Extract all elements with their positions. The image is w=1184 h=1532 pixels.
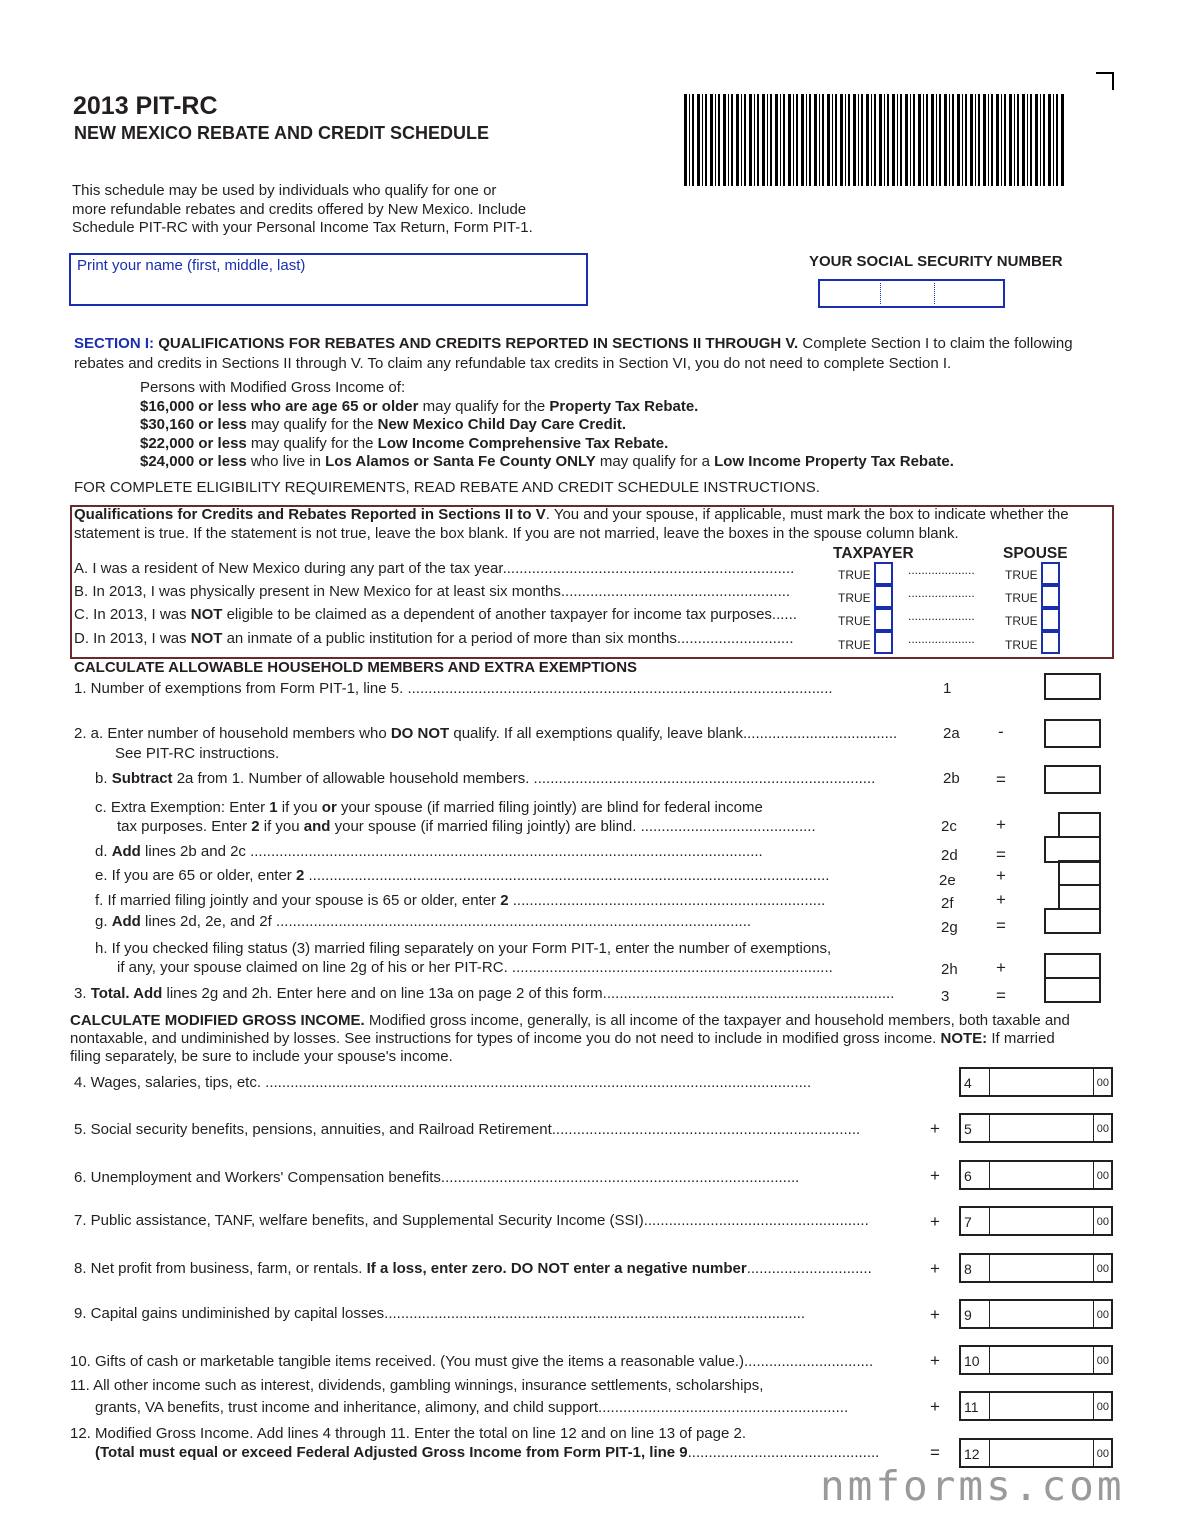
line-2g-label: g. Add lines 2d, 2e, and 2f .................................................................................................................. [95,913,752,930]
line-9-op: + [930,1305,940,1324]
line-12-label-1: 12. Modified Gross Income. Add lines 4 through 11. Enter the total on line 12 and on line 13 of page 2. [70,1425,747,1442]
taxpayer-true-label-a: TRUE [838,568,871,582]
line-2g-ref: 2g [941,919,958,936]
line-8-amount[interactable]: 8 00 [959,1253,1113,1283]
line-2c-input[interactable] [1058,812,1101,838]
spouse-dots-a: .................... [908,563,975,577]
spouse-true-label-c: TRUE [1005,614,1038,628]
line-2d-op: = [996,845,1006,864]
line-2h-ref: 2h [941,961,958,978]
line-2b-op: = [996,770,1006,789]
line-2g-op: = [996,916,1006,935]
line-7-label: 7. Public assistance, TANF, welfare benefits, and Supplemental Security Income (SSI)...................................................... [74,1212,869,1229]
line-2f-label: f. If married filing jointly and your spouse is 65 or older, enter 2 ........................................................................... [95,892,826,909]
line-3-input[interactable] [1044,977,1101,1003]
line-6-label: 6. Unemployment and Workers' Compensation benefits...................................................................................... [74,1169,800,1186]
line-2f-input[interactable] [1058,884,1101,910]
eligibility-list: Persons with Modified Gross Income of: $16,000 or less who are age 65 or older may qualify for the Property Tax Rebate. $30,160 or less may qualify for the New Mexico Child Day Care Credit. $22,000 or less may qualify for the Low Income Comprehensive Tax Rebate. $24,000 or less who live in Los Alamos or Santa Fe County ONLY may qualify for a Low Income Property Tax Rebate. [140,379,954,470]
name-field[interactable] [69,253,588,306]
line-9-label: 9. Capital gains undiminished by capital losses..................................................................................................... [74,1305,806,1322]
intro-text: This schedule may be used by individuals who qualify for one or more refundable rebates and credits offered by New Mexico. Include Schedule PIT-RC with your Personal Income Tax Return, Form PIT-1. [72,182,533,236]
taxpayer-true-label-b: TRUE [838,591,871,605]
line-11-label-2: grants, VA benefits, trust income and inheritance, alimony, and child support............................................................ [95,1399,849,1416]
spouse-dots-d: .................... [908,632,975,646]
line-2h-label-1: h. If you checked filing status (3) married filing separately on your Form PIT-1, enter the number of exemptions, [95,940,832,957]
line-2f-ref: 2f [941,895,954,912]
ssn-label: YOUR SOCIAL SECURITY NUMBER [809,253,1063,270]
line-3-op: = [996,986,1006,1005]
line-2e-label: e. If you are 65 or older, enter 2 ............................................................................................................................. [95,867,830,884]
qualification-row-c: C. In 2013, I was NOT eligible to be claimed as a dependent of another taxpayer for income tax purposes...... [74,606,797,623]
line-7-amount[interactable]: 7 00 [959,1206,1113,1236]
line-2e-op: + [996,866,1006,885]
line-11-op: + [930,1397,940,1416]
spouse-checkbox-b[interactable] [1041,585,1060,608]
taxpayer-checkbox-b[interactable] [874,585,893,608]
line-2g-input[interactable] [1044,908,1101,934]
form-subtitle: NEW MEXICO REBATE AND CREDIT SCHEDULE [74,123,490,143]
line-5-amount[interactable]: 5 00 [959,1113,1113,1143]
line-5-label: 5. Social security benefits, pensions, annuities, and Railroad Retirement.......................................................................... [74,1121,861,1138]
line-3-label: 3. Total. Add lines 2g and 2h. Enter here and on line 13a on page 2 of this form...................................................................... [74,985,895,1002]
household-heading: CALCULATE ALLOWABLE HOUSEHOLD MEMBERS AND EXTRA EXEMPTIONS [74,659,638,676]
line-2c-label-2: tax purposes. Enter 2 if you and your spouse (if married filing jointly) are blind. .......................................... [117,818,816,835]
line-2a-ref: 2a [943,725,960,742]
line-1-label: 1. Number of exemptions from Form PIT-1, line 5. ...................................................................................................... [74,680,833,697]
taxpayer-checkbox-a[interactable] [874,562,893,585]
line-2a-input[interactable] [1044,719,1101,748]
line-2a-op: - [998,722,1004,741]
taxpayer-true-label-c: TRUE [838,614,871,628]
line-10-label: 10. Gifts of cash or marketable tangible items received. (You must give the items a reasonable value.)............................... [70,1353,874,1370]
line-2a-label: 2. a. Enter number of household members who DO NOT qualify. If all exemptions qualify, leave blank..................................... [74,725,898,742]
line-8-op: + [930,1259,940,1278]
line-2h-label-2: if any, your spouse claimed on line 2g of his or her PIT-RC. ............................................................................. [117,959,833,976]
spouse-true-label-a: TRUE [1005,568,1038,582]
ssn-field[interactable] [818,279,1005,308]
line-9-amount[interactable]: 9 00 [959,1299,1113,1329]
line-7-op: + [930,1212,940,1231]
line-10-op: + [930,1351,940,1370]
taxpayer-column-header: TAXPAYER [833,545,914,562]
qualification-row-b: B. In 2013, I was physically present in New Mexico for at least six months....................................................... [74,583,791,600]
spouse-checkbox-c[interactable] [1041,608,1060,631]
section1-header: SECTION I: QUALIFICATIONS FOR REBATES AND CREDITS REPORTED IN SECTIONS II THROUGH V. Complete Section I to claim the following rebates and credits in Sections II through V. To claim any refundable tax credits in Section VI, you do not need to complete Section I. [74,335,1073,372]
taxpayer-checkbox-c[interactable] [874,608,893,631]
line-2b-ref: 2b [943,770,960,787]
line-2c-ref: 2c [941,818,957,835]
line-2e-ref: 2e [939,872,956,889]
line-6-amount[interactable]: 6 00 [959,1160,1113,1190]
line-6-op: + [930,1166,940,1185]
line-1-input[interactable] [1044,673,1101,700]
barcode [684,94,1064,186]
name-field-label: Print your name (first, middle, last) [77,257,306,274]
line-2h-op: + [996,958,1006,977]
corner-mark [1096,72,1114,90]
spouse-dots-c: .................... [908,609,975,623]
line-2e-input[interactable] [1058,860,1101,886]
line-11-label-1: 11. All other income such as interest, dividends, gambling winnings, insurance settlements, scholarships, [70,1377,764,1394]
line-4-amount[interactable]: 4 00 [959,1067,1113,1097]
line-2b-input[interactable] [1044,765,1101,794]
taxpayer-true-label-d: TRUE [838,638,871,652]
taxpayer-checkbox-d[interactable] [874,631,893,654]
line-12-amount[interactable]: 12 00 [959,1438,1113,1468]
form-title: 2013 PIT-RC [73,92,218,120]
line-2a-sub: See PIT-RC instructions. [115,745,280,762]
spouse-column-header: SPOUSE [1003,545,1068,562]
eligibility-note: FOR COMPLETE ELIGIBILITY REQUIREMENTS, READ REBATE AND CREDIT SCHEDULE INSTRUCTIONS. [74,479,820,496]
qualification-row-a: A. I was a resident of New Mexico during any part of the tax year...................................................................... [74,560,795,577]
line-2h-input[interactable] [1044,953,1101,979]
line-4-label: 4. Wages, salaries, tips, etc. ................................................................................................................................... [74,1074,812,1091]
line-8-label: 8. Net profit from business, farm, or rentals. If a loss, enter zero. DO NOT enter a negative number.............................. [74,1260,872,1277]
line-2b-label: b. Subtract 2a from 1. Number of allowable household members. .................................................................................. [95,770,876,787]
line-2f-op: + [996,890,1006,909]
mgi-heading: CALCULATE MODIFIED GROSS INCOME. Modified gross income, generally, is all income of the taxpayer and household members, both taxable and nontaxable, and undiminished by losses. See instructions for types of income you do not need to include in modified gross income. NOTE: If married filing separately, be sure to include your spouse's income. [70,1012,1070,1065]
line-1-ref: 1 [943,680,952,697]
qualifications-text: Qualifications for Credits and Rebates Reported in Sections II to V. You and your spouse, if applicable, must mark the box to indicate whether the statement is true. If the statement is not true, leave the box blank. If you are not married, leave the boxes in the spouse column blank. [74,506,1069,542]
line-10-amount[interactable]: 10 00 [959,1345,1113,1375]
line-2d-input[interactable] [1044,836,1101,863]
line-2d-label: d. Add lines 2b and 2c ........................................................................................................................... [95,843,763,860]
line-3-ref: 3 [941,988,950,1005]
spouse-true-label-d: TRUE [1005,638,1038,652]
spouse-dots-b: .................... [908,586,975,600]
spouse-checkbox-d[interactable] [1041,631,1060,654]
site-watermark: nmforms.com [820,1462,1125,1510]
qualification-row-d: D. In 2013, I was NOT an inmate of a public institution for a period of more than six months............................ [74,630,794,647]
line-12-op: = [930,1443,940,1462]
spouse-true-label-b: TRUE [1005,591,1038,605]
line-11-amount[interactable]: 11 00 [959,1391,1113,1421]
line-2c-op: + [996,815,1006,834]
line-5-op: + [930,1119,940,1138]
spouse-checkbox-a[interactable] [1041,562,1060,585]
line-12-label-2: (Total must equal or exceed Federal Adjusted Gross Income from Form PIT-1, line 9.............................................. [95,1444,880,1461]
line-2d-ref: 2d [941,847,958,864]
line-2c-label-1: c. Extra Exemption: Enter 1 if you or your spouse (if married filing jointly) are blind for federal income [95,799,763,816]
